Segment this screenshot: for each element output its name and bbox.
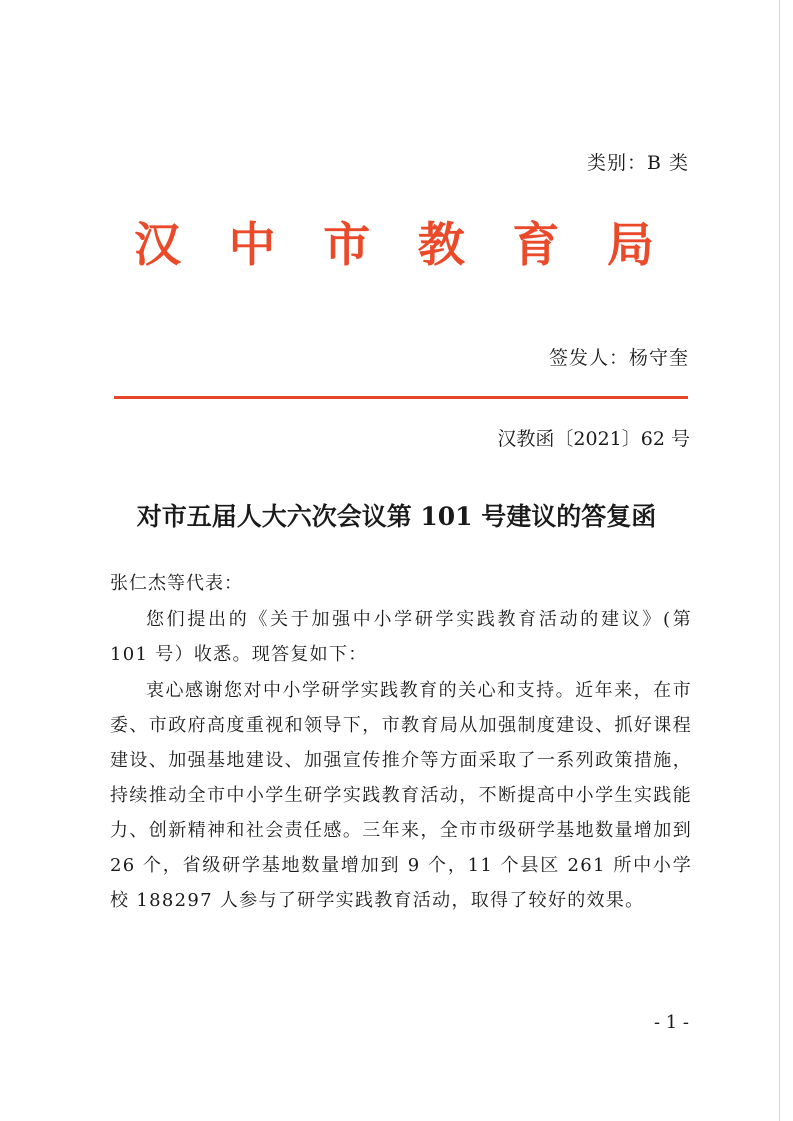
red-separator-rule xyxy=(114,396,688,399)
document-title: 对市五届人大六次会议第 101 号建议的答复函 xyxy=(136,502,657,531)
category-label: 类别：B 类 xyxy=(586,152,689,174)
header-char: 教 xyxy=(417,218,465,273)
header-char: 中 xyxy=(228,218,276,273)
header-char: 育 xyxy=(512,218,560,273)
signer-line: 签发人：杨守奎 xyxy=(548,347,689,369)
body-paragraph: 衷心感谢您对中小学研学实践教育的关心和支持。近年来，在市委、市政府高度重视和领导下，市教育局从加强制度建设、抓好课程建设、加强基地建设、加强宣传推介等方面采取了一系列政策措施，持续推动全市中小学生研学实践教育活动，不断提高中小学生实践能力、创新精神和社会责任感。三年来，全市市级研学基地数量增加到 26 个，省级研学基地数量增加到 9 个，11 个县区 261 所中小学校 188297 人参与了研学实践教育活动，取得了较好的效果。 xyxy=(110,680,692,911)
body-paragraph: 您们提出的《关于加强中小学研学实践教育活动的建议》(第 101 号）收悉。现答复如下： xyxy=(110,609,692,665)
document-number: 汉教函〔2021〕62 号 xyxy=(497,428,690,450)
scan-edge-line xyxy=(779,0,780,1121)
salutation: 张仁杰等代表： xyxy=(110,573,243,594)
page-number: - 1 - xyxy=(653,1012,689,1033)
header-char: 局 xyxy=(606,218,654,273)
header-char: 汉 xyxy=(134,218,181,273)
header-char: 市 xyxy=(323,218,371,273)
issuing-organization-header xyxy=(134,208,654,275)
